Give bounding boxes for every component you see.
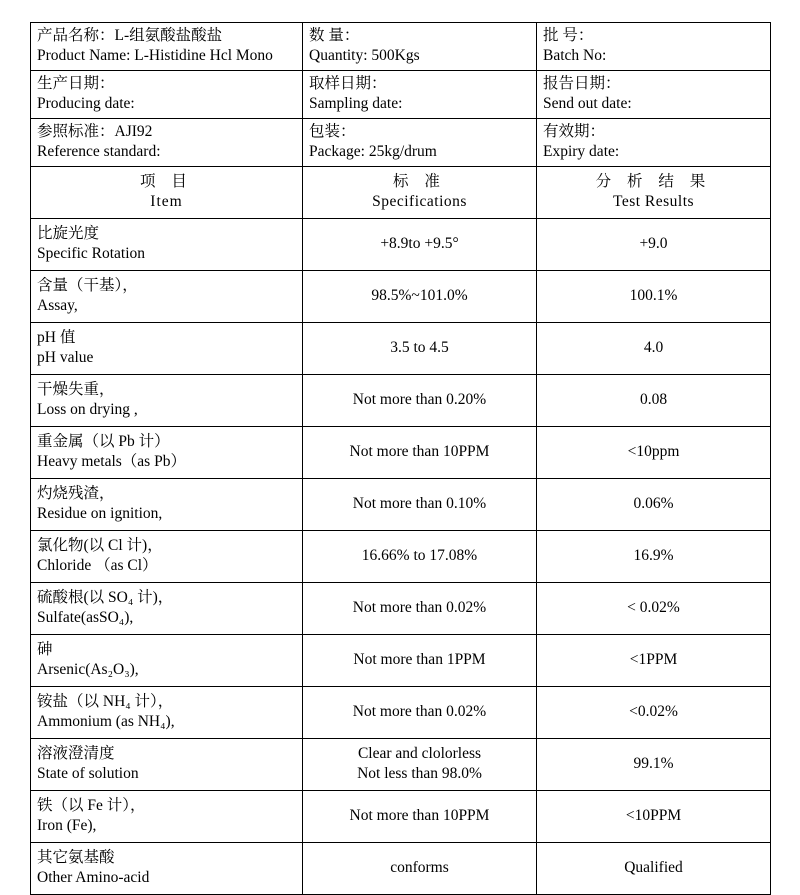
row-result: 4.0	[537, 323, 771, 375]
spec-line1: +8.9to +9.5°	[380, 234, 459, 252]
row-item	[31, 583, 303, 635]
spec-line1: Clear and clolorless	[357, 744, 482, 762]
item-cn: 硫酸根(以 SO₄ 计)，	[37, 588, 174, 606]
product-name-cn: 产品名称：L-组氨酸盐酸盐	[37, 27, 223, 45]
spec-line1: Not more than 0.10%	[352, 494, 487, 512]
column-title-row	[31, 167, 771, 219]
item-cn: 氯化物(以 Cl 计)，	[37, 536, 163, 554]
table-row	[31, 427, 771, 479]
table-row	[31, 739, 771, 791]
item-cn: 干燥失重，	[37, 380, 115, 398]
spec-line1: 16.66% to 17.08%	[361, 546, 478, 564]
row-result: <0.02%	[537, 687, 771, 739]
product-name-en: Product Name: L-Histidine Hcl Mono	[37, 47, 273, 64]
item-en: State of solution	[37, 765, 139, 782]
table-row	[31, 375, 771, 427]
quantity-en: Quantity: 500Kgs	[309, 47, 420, 64]
producing-date-cn: 生产日期：	[37, 75, 115, 93]
column-title-result-cn: 分 析 结 果	[595, 172, 712, 190]
spec-line1: Not more than 0.02%	[352, 702, 487, 720]
send-out-date-en: Send out date:	[543, 95, 632, 112]
row-result: 16.9%	[537, 531, 771, 583]
spec-line1: conforms	[390, 858, 449, 876]
package-cn: 包装：	[309, 123, 356, 141]
row-item	[31, 687, 303, 739]
item-en: Specific Rotation	[37, 245, 146, 262]
item-en: Other Amino-acid	[37, 869, 150, 886]
column-title-result	[537, 167, 771, 219]
table-row	[31, 687, 771, 739]
column-title-item-cn: 项 目	[140, 172, 193, 190]
header-cell-reference-standard	[31, 119, 303, 167]
item-en: Heavy metals（as Pb）	[37, 453, 186, 470]
row-item	[31, 375, 303, 427]
reference-standard-en: Reference standard:	[37, 143, 161, 160]
item-cn: 比旋光度	[37, 224, 100, 242]
table-row	[31, 219, 771, 271]
row-spec	[303, 739, 537, 791]
row-result: 0.06%	[537, 479, 771, 531]
coa-table	[30, 22, 771, 895]
row-item	[31, 739, 303, 791]
row-result: < 0.02%	[537, 583, 771, 635]
row-spec	[303, 271, 537, 323]
header-row-dates	[31, 71, 771, 119]
header-cell-package	[303, 119, 537, 167]
reference-standard-cn: 参照标准：AJI92	[37, 123, 153, 141]
item-en: Residue on ignition,	[37, 505, 163, 522]
spec-line1: Not more than 0.02%	[352, 598, 487, 616]
table-row	[31, 635, 771, 687]
spec-line1: Not more than 10PPM	[349, 806, 490, 824]
row-item	[31, 219, 303, 271]
spec-line1: Not more than 0.20%	[352, 390, 487, 408]
table-row	[31, 843, 771, 895]
header-cell-sampling-date	[303, 71, 537, 119]
send-out-date-cn: 报告日期：	[543, 75, 621, 93]
row-result: <10PPM	[537, 791, 771, 843]
row-spec	[303, 531, 537, 583]
column-title-spec	[303, 167, 537, 219]
column-title-result-en: Test Results	[612, 193, 695, 210]
header-row-standard	[31, 119, 771, 167]
header-row-product	[31, 23, 771, 71]
table-row	[31, 323, 771, 375]
header-cell-product-name	[31, 23, 303, 71]
column-title-item-en: Item	[150, 193, 183, 210]
row-item	[31, 271, 303, 323]
batch-no-en: Batch No:	[543, 47, 607, 64]
row-result: +9.0	[537, 219, 771, 271]
column-title-item	[31, 167, 303, 219]
row-result: Qualified	[537, 843, 771, 895]
quantity-cn: 数 量：	[309, 27, 360, 45]
item-en: Ammonium (as NH₄),	[37, 713, 175, 730]
item-cn: 铁（以 Fe 计），	[37, 796, 146, 814]
row-result: 0.08	[537, 375, 771, 427]
item-en: Chloride （as Cl）	[37, 557, 158, 574]
row-item	[31, 635, 303, 687]
row-result: <10ppm	[537, 427, 771, 479]
item-cn: 铵盐（以 NH₄ 计），	[37, 692, 174, 710]
header-cell-send-out-date	[537, 71, 771, 119]
sampling-date-en: Sampling date:	[309, 95, 403, 112]
row-spec	[303, 323, 537, 375]
item-cn: 含量（干基），	[37, 276, 138, 294]
row-item	[31, 323, 303, 375]
row-result: 100.1%	[537, 271, 771, 323]
header-cell-batch-no	[537, 23, 771, 71]
header-cell-quantity	[303, 23, 537, 71]
item-cn: 灼烧残渣，	[37, 484, 115, 502]
spec-line1: 98.5%~101.0%	[371, 286, 468, 304]
header-cell-expiry-date	[537, 119, 771, 167]
item-cn: 其它氨基酸	[37, 848, 115, 866]
item-cn: 重金属（以 Pb 计）	[37, 432, 170, 450]
package-en: Package: 25kg/drum	[309, 143, 437, 160]
row-result: 99.1%	[537, 739, 771, 791]
row-item	[31, 479, 303, 531]
row-item	[31, 531, 303, 583]
expiry-date-cn: 有效期：	[543, 123, 606, 141]
table-row	[31, 479, 771, 531]
spec-line1: 3.5 to 4.5	[390, 338, 449, 356]
row-item	[31, 843, 303, 895]
table-row	[31, 791, 771, 843]
row-item	[31, 427, 303, 479]
row-spec	[303, 427, 537, 479]
row-spec	[303, 687, 537, 739]
table-row	[31, 531, 771, 583]
header-cell-producing-date	[31, 71, 303, 119]
row-spec	[303, 635, 537, 687]
producing-date-en: Producing date:	[37, 95, 135, 112]
item-en: pH value	[37, 349, 94, 366]
item-cn: 砷	[37, 640, 53, 658]
item-en: Iron (Fe),	[37, 817, 97, 834]
row-spec	[303, 583, 537, 635]
item-en: Arsenic(As₂O₃),	[37, 661, 139, 678]
row-spec	[303, 479, 537, 531]
spec-line1: Not more than 1PPM	[353, 650, 486, 668]
expiry-date-en: Expiry date:	[543, 143, 620, 160]
row-spec	[303, 843, 537, 895]
column-title-spec-cn: 标 准	[393, 172, 446, 190]
sampling-date-cn: 取样日期：	[309, 75, 387, 93]
certificate-of-analysis	[30, 22, 770, 895]
row-spec	[303, 219, 537, 271]
item-cn: pH 值	[37, 328, 76, 346]
row-item	[31, 791, 303, 843]
spec-line2: Not less than 98.0%	[357, 765, 482, 782]
row-spec	[303, 791, 537, 843]
item-en: Loss on drying ,	[37, 401, 138, 418]
spec-line1: Not more than 10PPM	[349, 442, 490, 460]
batch-no-cn: 批 号：	[543, 27, 594, 45]
column-title-spec-en: Specifications	[372, 193, 467, 210]
table-row	[31, 583, 771, 635]
item-en: Assay,	[37, 297, 78, 314]
table-row	[31, 271, 771, 323]
row-result: <1PPM	[537, 635, 771, 687]
item-en: Sulfate(asSO₄),	[37, 609, 134, 626]
item-cn: 溶液澄清度	[37, 744, 115, 762]
row-spec	[303, 375, 537, 427]
